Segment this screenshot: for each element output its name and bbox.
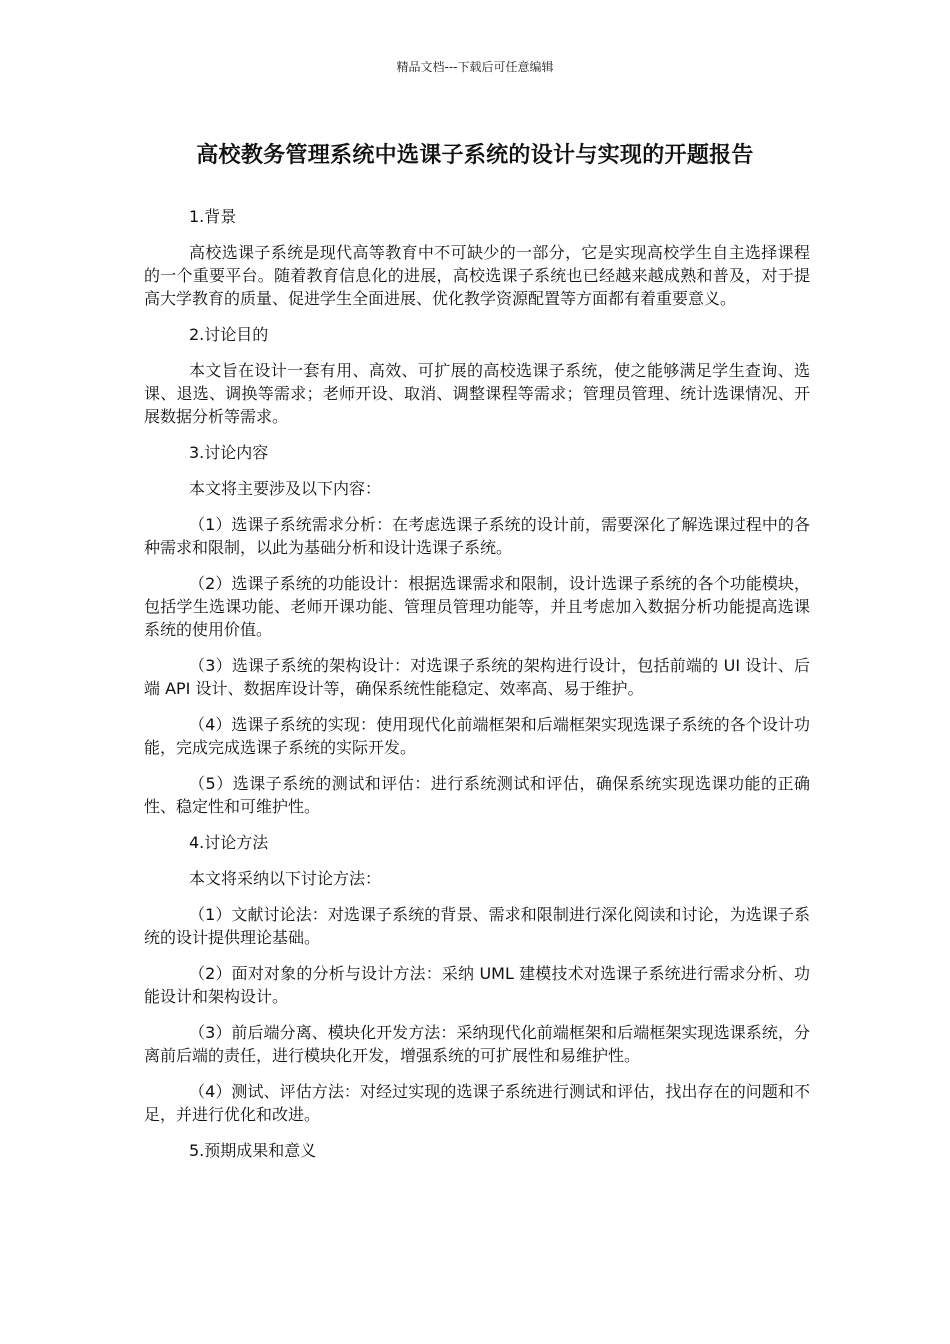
section-heading-purpose: 2.讨论目的 (189, 325, 269, 344)
header-note: 精品文档---下载后可任意编辑 (396, 60, 554, 74)
document-body (144, 205, 810, 1175)
background-paragraph: 高校选课子系统是现代高等教育中不可缺少的一部分，它是实现高校学生自主选择课程的一个重要平台。随着教育信息化的进展，高校选课子系统也已经越来越成熟和普及，对于提高大学教育的质量、促进学生全面进展、优化教学资源配置等方面都有着重要意义。 (144, 243, 810, 308)
purpose-paragraph: 本文旨在设计一套有用、高效、可扩展的高校选课子系统，使之能够满足学生查询、选课、退选、调换等需求；老师开设、取消、调整课程等需求；管理员管理、统计选课情况、开展数据分析等需求。 (144, 361, 810, 426)
methods-intro: 本文将采纳以下讨论方法： (189, 869, 382, 888)
method-item: （3）前后端分离、模块化开发方法：采纳现代化前端框架和后端框架实现选课系统，分离前后端的责任，进行模块化开发，增强系统的可扩展性和易维护性。 (144, 1023, 810, 1065)
section-heading-methods: 4.讨论方法 (189, 833, 269, 852)
method-item: （2）面对对象的分析与设计方法：采纳 UML 建模技术对选课子系统进行需求分析、功能设计和架构设计。 (144, 964, 810, 1006)
document-title: 高校教务管理系统中选课子系统的设计与实现的开题报告 (196, 143, 754, 168)
method-item: （1）文献讨论法：对选课子系统的背景、需求和限制进行深化阅读和讨论，为选课子系统的设计提供理论基础。 (144, 905, 810, 947)
content-intro: 本文将主要涉及以下内容： (189, 479, 382, 498)
content-item: （5）选课子系统的测试和评估：进行系统测试和评估，确保系统实现选课功能的正确性、稳定性和可维护性。 (144, 774, 810, 816)
section-heading-content: 3.讨论内容 (189, 443, 269, 462)
content-item: （1）选课子系统需求分析：在考虑选课子系统的设计前，需要深化了解选课过程中的各种需求和限制，以此为基础分析和设计选课子系统。 (144, 515, 810, 557)
method-item: （4）测试、评估方法：对经过实现的选课子系统进行测试和评估，找出存在的问题和不足，并进行优化和改进。 (144, 1082, 810, 1124)
content-item: （2）选课子系统的功能设计：根据选课需求和限制，设计选课子系统的各个功能模块，包括学生选课功能、老师开课功能、管理员管理功能等，并且考虑加入数据分析功能提高选课系统的使用价值。 (144, 574, 810, 639)
section-heading-outcomes: 5.预期成果和意义 (189, 1141, 317, 1160)
section-heading-background: 1.背景 (189, 207, 237, 226)
content-item: （4）选课子系统的实现：使用现代化前端框架和后端框架实现选课子系统的各个设计功能，完成完成选课子系统的实际开发。 (144, 715, 810, 757)
content-item: （3）选课子系统的架构设计：对选课子系统的架构进行设计，包括前端的 UI 设计、后端 API 设计、数据库设计等，确保系统性能稳定、效率高、易于维护。 (144, 656, 810, 698)
